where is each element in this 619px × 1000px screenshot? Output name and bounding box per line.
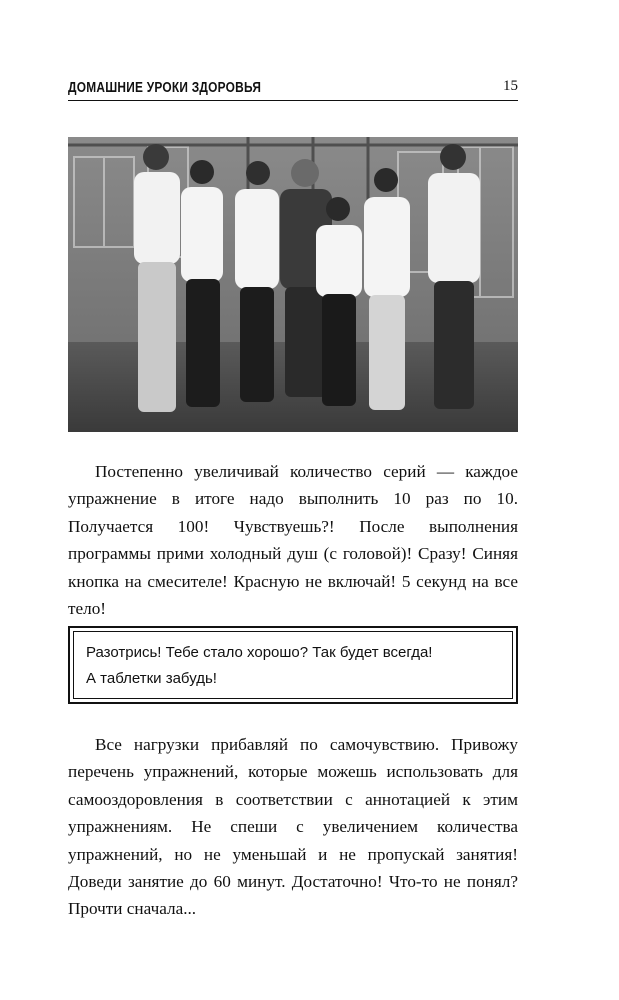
paragraph-text: Все нагрузки прибавляй по самочувствию. Привожу перечень упражнений, которые можешь использовать для самооздоровления в соответствии с аннотацией к этим упражнениям. Не спеши с увеличением количества упражнений, но не уменьшай и не пропускай занятия! Доведи занятие до 60 минут. Достаточно! Что-то не понял? Прочти сначала...	[68, 735, 518, 919]
callout-line-2: А таблетки забудь!	[86, 670, 217, 687]
body-paragraph-1	[68, 458, 518, 622]
running-head	[68, 78, 518, 100]
paragraph-text: Постепенно увеличивай количество серий — каждое упражнение в итоге надо выполнить 10 раз по 10. Получается 100! Чувствуешь?! После выполнения программы прими холодный душ (с головой)! Сразу! Синяя кнопка на смесителе! Красную не включай! 5 секунд на все тело!	[68, 462, 518, 619]
running-title: ДОМАШНИЕ УРОКИ ЗДОРОВЬЯ	[68, 80, 262, 96]
body-paragraph-2	[68, 731, 518, 923]
group-photo-illustration	[68, 137, 518, 432]
callout-inner	[73, 631, 513, 699]
callout-box	[68, 626, 518, 704]
header-rule	[68, 100, 518, 101]
group-photo	[68, 137, 518, 432]
page-number: 15	[503, 78, 518, 94]
callout-line-1: Разотрись! Тебе стало хорошо? Так будет всегда!	[86, 644, 433, 661]
